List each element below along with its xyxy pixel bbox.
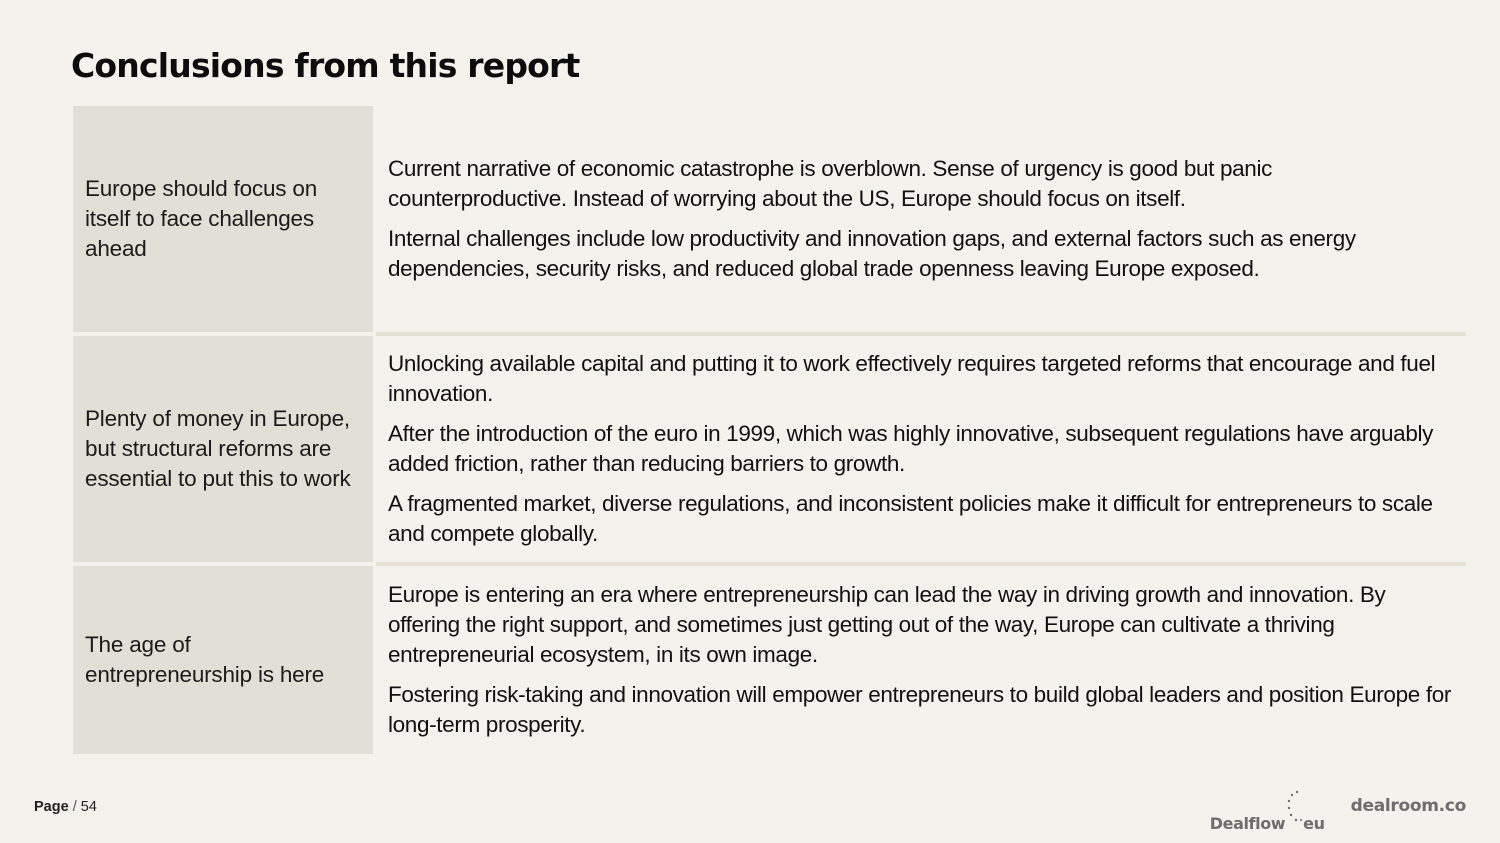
dealroom-logo: dealroom.co	[1350, 796, 1466, 816]
conclusion-row	[73, 566, 1466, 754]
row-label: Plenty of money in Europe, but structural reforms are essential to put this to work	[85, 406, 351, 491]
dealflow-logo-text: Dealflow	[1209, 814, 1286, 833]
page-number-value: 54	[80, 799, 97, 815]
row-label-cell	[73, 566, 373, 754]
page-number	[34, 799, 97, 815]
paragraph: Unlocking available capital and putting it to work effectively requires targeted reforms that encourage and fuel innovation.	[388, 351, 1436, 406]
row-content-cell	[376, 336, 1466, 562]
conclusion-row	[73, 336, 1466, 562]
dealflow-logo	[1210, 792, 1325, 833]
conclusions-table	[73, 106, 1466, 754]
page-word: Page	[34, 799, 69, 815]
row-label: The age of entrepreneurship is here	[85, 632, 325, 687]
footer-logos	[1210, 792, 1466, 833]
row-label: Europe should focus on itself to face challenges ahead	[85, 176, 318, 261]
page-separator: /	[72, 799, 77, 815]
paragraph: Current narrative of economic catastrophe is overblown. Sense of urgency is good but panic counterproductive. Instead of worrying about the US, Europe should focus on itself.	[388, 156, 1273, 211]
paragraph: A fragmented market, diverse regulations, and inconsistent policies make it difficult for entrepreneurs to scale and compete globally.	[388, 491, 1433, 546]
row-label-cell	[73, 336, 373, 562]
dealflow-logo-suffix: eu	[1303, 814, 1325, 833]
page-title: Conclusions from this report	[71, 46, 580, 85]
paragraph: Fostering risk-taking and innovation will empower entrepreneurs to build global leaders and position Europe for long-term prosperity.	[388, 682, 1452, 737]
row-content-cell	[376, 566, 1466, 754]
paragraph: After the introduction of the euro in 1999, which was highly innovative, subsequent regulations have arguably added friction, rather than reducing barriers to growth.	[388, 421, 1434, 476]
paragraph: Europe is entering an era where entrepreneurship can lead the way in driving growth and innovation. By offering the right support, and sometimes just getting out of the way, Europe can cultivate a thriving entrepreneurial ecosystem, in its own image.	[388, 582, 1386, 667]
row-label-cell	[73, 106, 373, 332]
paragraph: Internal challenges include low productivity and innovation gaps, and external factors such as energy dependencies, security risks, and reduced global trade openness leaving Europe exposed.	[388, 226, 1356, 281]
eu-stars-icon	[1286, 799, 1302, 829]
conclusion-row	[73, 106, 1466, 332]
row-content-cell	[376, 106, 1466, 332]
